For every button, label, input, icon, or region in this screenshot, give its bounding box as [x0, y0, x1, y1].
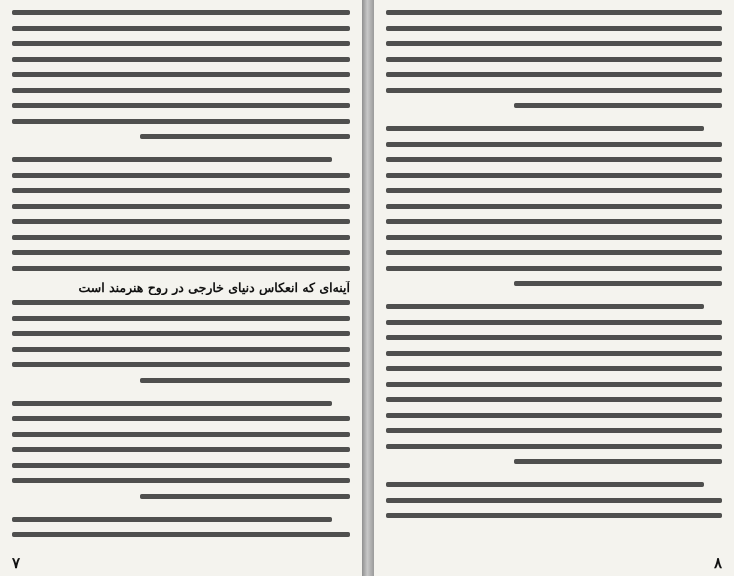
- left-page-text: [12, 10, 350, 548]
- right-page: [374, 0, 734, 576]
- left-page-number: ۷: [12, 554, 21, 572]
- book-gutter: [362, 0, 374, 576]
- right-page-number: ۸: [713, 554, 722, 572]
- left-page-bold-phrase: آینه‌ای که انعکاس دنیای خارجی در روح هنرمند است: [78, 281, 350, 295]
- left-page: [0, 0, 362, 576]
- right-page-text: [386, 10, 722, 529]
